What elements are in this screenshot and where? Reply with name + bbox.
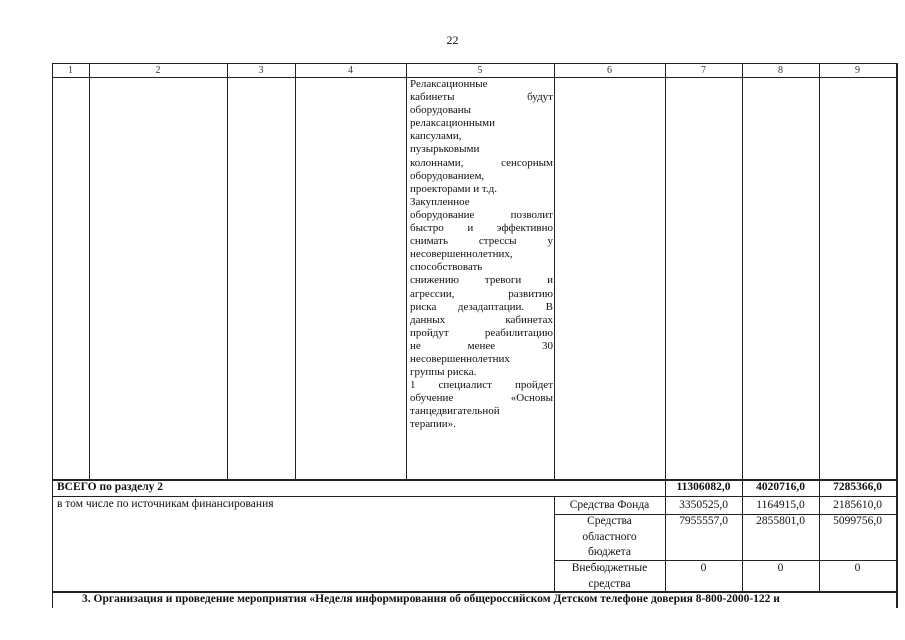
- total-value-8: 4020716,0: [756, 481, 805, 493]
- col-header-8: 8: [778, 65, 783, 76]
- source-name-extrabudgetary: Внебюджетные средства: [571, 562, 648, 590]
- source-name-regional-budget: Средства областного бюджета: [582, 515, 637, 558]
- source-regional-value-7: 7955557,0: [679, 515, 728, 527]
- col5-line: несовершеннолетних: [410, 352, 510, 365]
- col5-line: не менее 30: [410, 339, 553, 352]
- total-value-9: 7285366,0: [833, 481, 882, 493]
- col5-line: оборудованы: [410, 104, 472, 117]
- col5-line: обучение «Основы: [410, 392, 553, 405]
- col5-line: агрессии, развитию: [410, 287, 553, 300]
- col5-line: снижению тревоги и: [410, 274, 553, 287]
- col5-line: группы риска.: [410, 366, 477, 379]
- table-left-border: [52, 63, 53, 608]
- col5-line: несовершеннолетних,: [410, 248, 513, 261]
- col-divider-1: [89, 63, 90, 479]
- col5-line: быстро и эффективно: [410, 222, 553, 235]
- col-header-1: 1: [68, 65, 73, 76]
- col5-line: терапии».: [410, 418, 456, 431]
- col5-line: снимать стрессы у: [410, 235, 553, 248]
- page-number: 22: [446, 33, 459, 47]
- sources-label: в том числе по источникам финансирования: [57, 498, 274, 510]
- total-row-label: ВСЕГО по разделу 2: [57, 481, 164, 493]
- col-header-9: 9: [855, 65, 860, 76]
- col5-line: оборудование позволит: [410, 208, 553, 221]
- total-value-7: 11306082,0: [676, 481, 731, 493]
- col5-line: риска дезадаптации. В: [410, 300, 553, 313]
- source-fund-value-8: 1164915,0: [756, 499, 805, 511]
- budget-table: [52, 63, 897, 608]
- col5-description: [410, 78, 553, 432]
- col5-line: способствовать: [410, 261, 483, 274]
- source-regional-value-9: 5099756,0: [833, 515, 882, 527]
- col5-line: пузырьковыми: [410, 143, 480, 156]
- col5-line: проекторами и т.д.: [410, 182, 497, 195]
- source-fund-value-7: 3350525,0: [679, 499, 728, 511]
- col-header-5: 5: [477, 65, 483, 76]
- table-right-border: [896, 63, 898, 608]
- col-header-7: 7: [701, 65, 706, 76]
- col5-line: танцедвигательной: [410, 405, 500, 418]
- col5-line: данных кабинетах: [410, 313, 553, 326]
- source-extra-value-8: 0: [777, 562, 784, 574]
- col-divider-2: [227, 63, 228, 479]
- col-divider-4: [406, 63, 407, 479]
- source-regional-value-8: 2855801,0: [756, 515, 805, 527]
- source-extra-value-7: 0: [700, 562, 707, 574]
- col5-line: Закупленное: [410, 195, 470, 208]
- col-divider-5: [554, 63, 555, 479]
- col5-line: релаксационными: [410, 117, 496, 130]
- source-fund-value-9: 2185610,0: [833, 499, 882, 511]
- col-header-3: 3: [258, 65, 264, 76]
- source-extra-value-9: 0: [854, 562, 861, 574]
- col5-line: Релаксационные: [410, 78, 488, 90]
- col-divider-3: [295, 63, 296, 479]
- col5-line: оборудованием,: [410, 169, 485, 182]
- col-header-6: 6: [607, 65, 612, 76]
- col5-line: пройдут реабилитацию: [410, 326, 553, 339]
- col5-line: кабинеты будут: [410, 91, 553, 104]
- section3-title: 3. Организация и проведение мероприятия «Неделя информирования об общероссийском Детском телефоне доверия 8-800-2000-122 и: [82, 593, 780, 605]
- col5-line: 1 специалист пройдет: [410, 379, 553, 392]
- col-header-4: 4: [348, 65, 353, 76]
- col-header-2: 2: [155, 65, 161, 76]
- col5-line: колоннами, сенсорным: [410, 156, 553, 169]
- col5-line: капсулами,: [410, 130, 462, 143]
- source-name-fund: Средства Фонда: [569, 499, 650, 511]
